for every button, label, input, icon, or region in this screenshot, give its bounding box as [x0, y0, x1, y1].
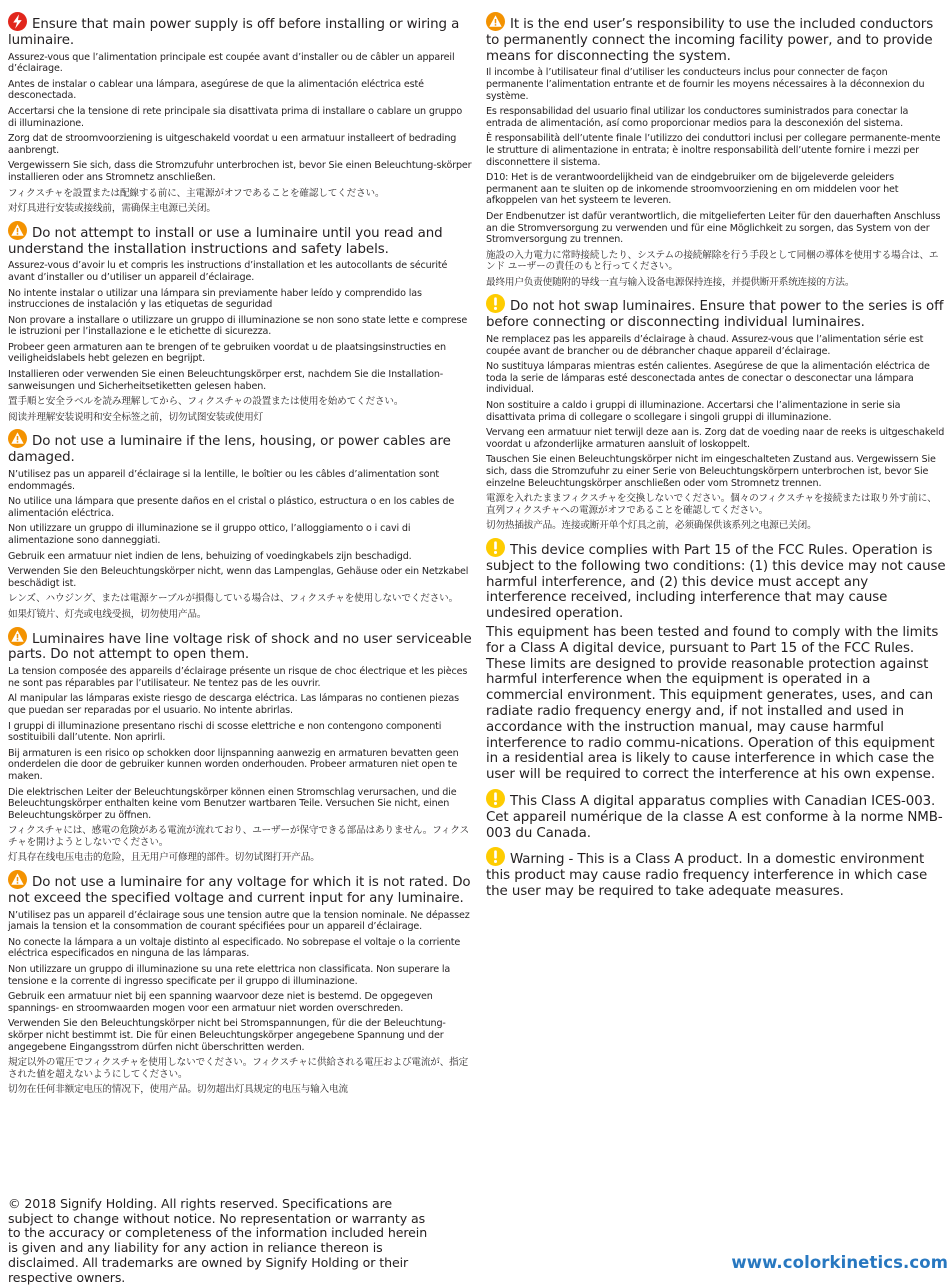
safety-section-rated-voltage — [8, 870, 473, 1096]
translation-es: No conecte la lámpara a un voltaje distinto al especificado. No sobrepase el voltaje o la corriente eléctrica especificados en ninguna de las lámparas. — [8, 936, 461, 960]
section-heading: Ensure that main power supply is off before installing or wiring a luminaire. — [8, 12, 473, 49]
translation-nl: D10: Het is de verantwoordelijkheid van de eindgebruiker om de bijgeleverde geleiders permanent aan te sluiten op de inkomende stroomvoorziening en om middelen voor het afkoppelen van het systeem te leveren. — [486, 172, 899, 207]
translation-zh: 对灯具进行安装或接线前，需确保主电源已关闭。 — [8, 203, 216, 215]
right-column — [486, 12, 946, 906]
section-heading: This device complies with Part 15 of the FCC Rules. Operation is subject to the following two conditions: (1) this device may not cause harmful interference, and (2) this device must accept any interference received, including interference that may cause undesired operation. — [486, 538, 946, 622]
fcc-compliance-section — [486, 538, 946, 783]
notice-icon — [486, 789, 505, 808]
translation-fr: N’utilisez pas un appareil d’éclairage sous une tension autre que la tension nominale. Ne dépassez jamais la tension et la consommation de courant spécifiées pour un appareil d’éclairage. — [8, 909, 470, 933]
translation-nl: Zorg dat de stroomvoorziening is uitgeschakeld voordat u een armatuur installeert of bedrading aanbrengt. — [8, 133, 457, 156]
translation-it: Non provare a installare o utilizzare un gruppo di illuminazione se non sono state lette e comprese le istruzioni per l’installazione e le etichette di sicurezza. — [8, 314, 468, 338]
translation-es: Al manipular las lámparas existe riesgo de descarga eléctrica. Las lámparas no contienen piezas que puedan ser reparadas por el usuario. No intente abrirlas. — [8, 693, 459, 716]
translation-fr: Assurez-vous que l’alimentation principale est coupée avant d’installer ou de câbler un appareil d’éclairage. — [8, 51, 455, 75]
translation-es: No sustituya lámparas mientras estén calientes. Asegúrese de que la alimentación eléctrica de toda la serie de lámparas esté desconectada antes de conectar o desconectar una lámpara individual. — [486, 361, 930, 396]
electric-shock-icon — [8, 12, 27, 31]
warning-icon — [486, 12, 505, 31]
translation-fr: N’utilisez pas un appareil d’éclairage si la lentille, le boîtier ou les câbles d’alimentation sont endommagés. — [8, 469, 439, 492]
section-heading: Luminaires have line voltage risk of shock and no user serviceable parts. Do not attempt to open them. — [8, 627, 473, 664]
translation-it: Accertarsi che la tensione di rete principale sia disattivata prima di installare o cablare un gruppo di illuminazione. — [8, 105, 463, 129]
warning-icon — [8, 627, 27, 646]
translation-nl: Bij armaturen is een risico op schokken door lijnspanning aanwezig en armaturen bevatten geen onderdelen die door de gebruiker kunnen worden onderhouden. Probeer armaturen niet open te maken. — [8, 747, 459, 782]
class-a-warning-section — [486, 847, 946, 899]
section-heading: This Class A digital apparatus complies with Canadian ICES-003. Cet appareil numérique de la classe A est conforme à la norme NMB-003 du Canada. — [486, 789, 946, 841]
translation-fr: La tension composée des appareils d’éclairage présente un risque de choc électrique et les pièces ne sont pas réparables par l’utilisateur. Ne tentez pas de les ouvrir. — [8, 666, 468, 689]
translation-fr: Ne remplacez pas les appareils d’éclairage à chaud. Assurez-vous que l’alimentation série est coupée avant de brancher ou de débrancher chaque appareil d’éclairage. — [486, 334, 924, 357]
translation-de: Die elektrischen Leiter der Beleuchtungskörper können einen Stromschlag verursachen, und die Beleuchtungskörper enthalten keine vom Benutzer wartbaren Teile. Versuchen Sie nicht, einen Beleuchtungskörper zu öffnen. — [8, 786, 457, 821]
translation-de: Verwenden Sie den Beleuchtungskörper nicht, wenn das Lampenglas, Gehäuse oder ein Netzkabel beschädigt ist. — [8, 566, 469, 589]
translation-zh: 最终用户负责使随附的导线一直与输入设备电源保持连接，并提供断开系统连接的方法。 — [486, 276, 855, 288]
translation-fr: Il incombe à l’utilisateur final d’utiliser les conducteurs inclus pour connecter de façon permanente l’alimentation entrante et de fournir les moyens nécessaires à la déconnexion du système. — [486, 67, 925, 102]
notice-icon — [486, 538, 505, 557]
safety-section-damaged — [8, 429, 473, 620]
translation-ja: 施設の入力電力に常時接続したり、システムの接続解除を行う手段として同梱の導体を使用する場合は、エンド ユーザーの責任のもと行ってください。 — [486, 249, 939, 273]
safety-section-end-user — [486, 12, 946, 288]
translation-nl: Vervang een armatuur niet terwijl deze aan is. Zorg dat de voeding naar de reeks is uitgeschakeld voordat u afzonderlijke armaturen aansluit of loskoppelt. — [486, 427, 945, 450]
fcc-paragraph: This equipment has been tested and found to comply with the limits for a Class A digital device, pursuant to Part 15 of the FCC Rules. These limits are designed to provide reasonable protection against harmful interference when the equipment is operated in a commercial environment. This equipment generates, uses, and can radiate radio frequency energy and, if not installed and used in accordance with the instruction manual, may cause harmful interference to radio commu-nications. Operation of this equipment in a residential area is likely to cause interference in which case the user will be required to correct the interference at his own expense. — [486, 624, 939, 783]
translation-es: Antes de instalar o cablear una lámpara, asegúrese de que la alimentación eléctrica esté desconectada. — [8, 78, 424, 102]
translation-es: No intente instalar o utilizar una lámpara sin previamente haber leído y comprendido las instrucciones de instalación y las etiquetas de seguridad — [8, 287, 422, 311]
warning-icon — [8, 221, 27, 240]
translation-fr: Assurez-vous d’avoir lu et compris les instructions d’installation et les autocollants de sécurité avant d’installer ou d’utiliser un appareil d’éclairage. — [8, 260, 448, 283]
website-link[interactable]: www.colorkinetics.com — [731, 1253, 948, 1272]
translation-ja: 置手順と安全ラベルを読み理解してから、フィクスチャの設置または使用を始めてください。 — [8, 396, 404, 408]
translation-zh: 灯具存在线电压电击的危险，且无用户可修理的部件。切勿试图打开产品。 — [8, 852, 320, 864]
notice-icon — [486, 294, 505, 313]
translation-de: Installieren oder verwenden Sie einen Beleuchtungskörper erst, nachdem Sie die Installation-sanweisungen und Sicherheitsetiketten gelesen haben. — [8, 369, 444, 392]
translation-ja: フィクスチャを設置または配線する前に、主電源がオフであることを確認してください。 — [8, 187, 385, 199]
translation-de: Vergewissern Sie sich, dass die Stromzufuhr unterbrochen ist, bevor Sie einen Beleuchtung-skörper installieren oder ans Stromnetz anschließen. — [8, 160, 472, 183]
section-heading: Warning - This is a Class A product. In a domestic environment this product may cause radio frequency interference in which case the user may be required to take adequate measures. — [486, 847, 946, 899]
translation-zh: 阅读并理解安装说明和安全标签之前，切勿试图安装或使用灯 — [8, 411, 263, 423]
safety-section-line-voltage — [8, 627, 473, 865]
translation-de: Verwenden Sie den Beleuchtungskörper nicht bei Stromspannungen, für die der Beleuchtung-skörper nicht bestimmt ist. Die für einen Beleuchtungskörper angegebene Spannung und der angegebene Eingangsstrom dürfen nicht überschritten werden. — [8, 1018, 446, 1053]
ices-section — [486, 789, 946, 841]
safety-section-hot-swap — [486, 294, 946, 532]
translation-nl: Probeer geen armaturen aan te brengen of te gebruiken voordat u de plaatsingsinstructies en veiligheidslabels hebt gelezen en begrijpt. — [8, 341, 446, 365]
translation-de: Tauschen Sie einen Beleuchtungskörper nicht im eingeschalteten Zustand aus. Vergewissern Sie sich, dass die Stromzufuhr zu einer Serie von Beleuchtungskörpern unterbrochen ist, bevor Sie einzelne Beleuchtungskörper anschließen oder vom Stromnetz trennen. — [486, 454, 936, 489]
section-heading: Do not use a luminaire if the lens, housing, or power cables are damaged. — [8, 429, 473, 466]
translation-de: Der Endbenutzer ist dafür verantwortlich, die mitgelieferten Leiter für den dauerhaften Anschluss an die Stromversorgung zu verwenden und für eine Möglichkeit zu sorgen, das System von der Stromversorgung zu trennen. — [486, 210, 941, 246]
left-column — [8, 12, 473, 1102]
translation-ja: 規定以外の電圧でフィクスチャを使用しないでください。フィクスチャに供給される電圧および電流が、指定された値を超えないようにしてください。 — [8, 1057, 469, 1080]
translation-ja: レンズ、ハウジング、または電源ケーブルが損傷している場合は、フィクスチャを使用しないでください。 — [8, 593, 459, 605]
notice-icon — [486, 847, 505, 866]
warning-icon — [8, 429, 27, 448]
translation-ja: フィクスチャには、感電の危険がある電流が流れており、ユーザーが保守できる部品はありません。フィクスチャを開けようとしないでください。 — [8, 825, 470, 848]
section-heading: Do not hot swap luminaires. Ensure that power to the series is off before connecting or disconnecting individual luminaires. — [486, 294, 946, 331]
translation-it: Non utilizzare un gruppo di illuminazione se il gruppo ottico, l’alloggiamento o i cavi di alimentazione sono danneggiati. — [8, 523, 411, 546]
translation-zh: 切勿热插拔产品。连接或断开单个灯具之前，必须确保供该系列之电源已关闭。 — [486, 520, 817, 532]
translation-zh: 如果灯镜片、灯壳或电线受损，切勿使用产品。 — [8, 608, 207, 620]
section-heading: It is the end user’s responsibility to use the included conductors to permanently connect the incoming facility power, and to provide means for disconnecting the system. — [486, 12, 946, 64]
translation-ja: 電源を入れたままフィクスチャを交換しないでください。個々のフィクスチャを接続または取り外す前に、直列フィクスチャへの電源がオフであることを確認してください。 — [486, 493, 937, 516]
translation-it: È responsabilità dell’utente finale l’utilizzo dei conduttori inclusi per collegare permanente-mente le strutture di alimentazione in entrata; è inoltre responsabilità dell’utente fornire i mezzi per disconnettere il sistema. — [486, 133, 941, 168]
translation-nl: Gebruik een armatuur niet bij een spanning waarvoor deze niet is bestemd. De opgegeven spannings- en stroomwaarden mogen voor een armatuur niet worden overschreden. — [8, 991, 433, 1014]
translation-zh: 切勿在任何非额定电压的情况下，使用产品。切勿超出灯具规定的电压与输入电流 — [8, 1084, 348, 1096]
translation-it: Non utilizzare un gruppo di illuminazione su una rete elettrica non classificata. Non superare la tensione e la corrente di ingresso specificate per il gruppo di illuminazione. — [8, 964, 451, 987]
translation-nl: Gebruik een armatuur niet indien de lens, behuizing of voedingkabels zijn beschadigd. — [8, 550, 412, 562]
section-heading: Do not attempt to install or use a luminaire until you read and understand the installation instructions and safety labels. — [8, 221, 473, 258]
copyright-footer: © 2018 Signify Holding. All rights reserved. Specifications are subject to change without notice. No representation or warranty as to the accuracy or completeness of the information included herein is given and any liability for any action in reliance thereon is disclaimed. All trademarks are owned by Signify Holding or their respective owners. — [8, 1196, 428, 1285]
translation-es: Es responsabilidad del usuario final utilizar los conductores suministrados para conectar la entrada de alimentación, así como proporcionar medios para la desconexión del sistema. — [486, 106, 909, 129]
section-heading: Do not use a luminaire for any voltage for which it is not rated. Do not exceed the specified voltage and current input for any luminaire. — [8, 870, 473, 907]
translation-it: I gruppi di illuminazione presentano rischi di scosse elettriche e non contengono componenti sostituibili dall’utente. Non aprirli. — [8, 720, 442, 744]
safety-section-read-instructions — [8, 221, 473, 424]
translation-es: No utilice una lámpara que presente daños en el cristal o plástico, estructura o en los cables de alimentación eléctrica. — [8, 496, 455, 519]
warning-icon — [8, 870, 27, 889]
safety-section-power-off — [8, 12, 473, 215]
translation-it: Non sostituire a caldo i gruppi di illuminazione. Accertarsi che l’alimentazione in serie sia disattivata prima di collegare o scollegare i singoli gruppi di illuminazione. — [486, 400, 901, 423]
